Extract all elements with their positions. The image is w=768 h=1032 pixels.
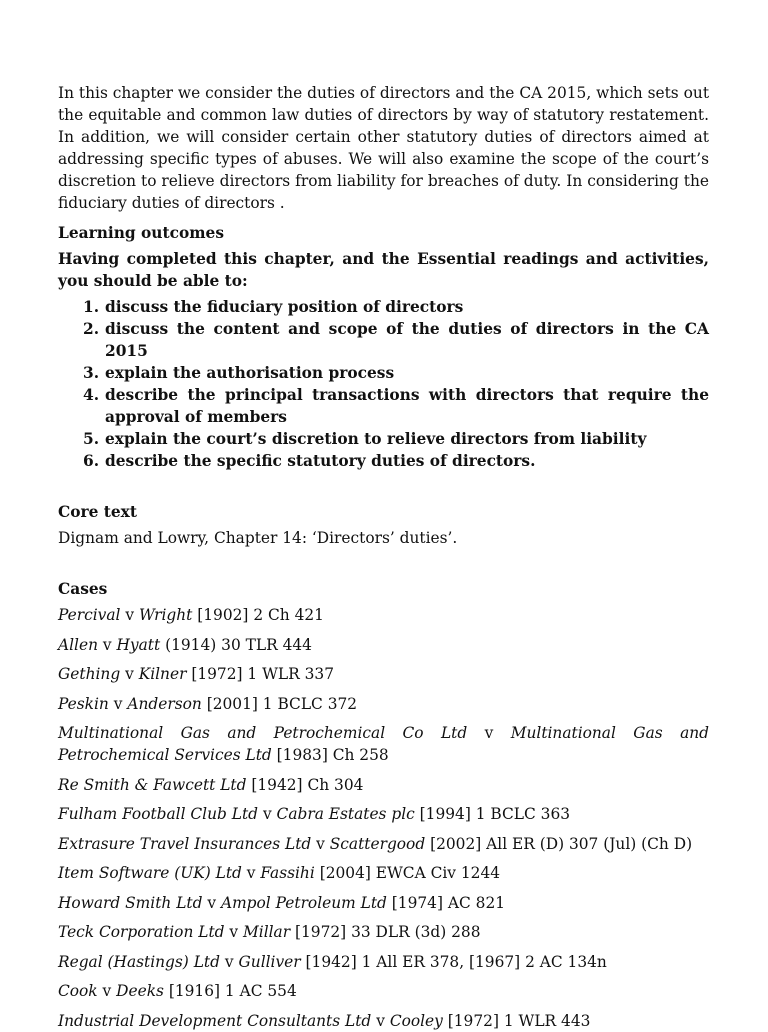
case-versus: v bbox=[484, 724, 494, 742]
list-item bbox=[58, 450, 709, 472]
case-item bbox=[58, 833, 709, 855]
case-party-1: Multinational Gas and Petrochemical Co Ltd bbox=[58, 724, 468, 742]
case-citation: [1983] Ch 258 bbox=[276, 746, 389, 764]
list-number: 3. bbox=[83, 364, 100, 382]
case-citation: [1994] 1 BCLC 363 bbox=[419, 805, 571, 823]
case-party-2: Fassihi bbox=[260, 864, 315, 882]
list-item bbox=[58, 384, 709, 428]
case-versus: v bbox=[113, 694, 123, 713]
cases-list bbox=[58, 604, 709, 1032]
case-item bbox=[58, 663, 709, 685]
list-number: 1. bbox=[83, 298, 100, 316]
case-versus: v bbox=[102, 982, 112, 1000]
list-item bbox=[58, 318, 709, 362]
case-item bbox=[58, 862, 709, 884]
case-versus: v bbox=[224, 952, 234, 971]
intro-paragraph: In this chapter we consider the duties of directors and the CA 2015, which sets out the equitable and common law duties of directors by way of statutory restatement. In addition, we will consider certain other statutory duties of directors aimed at addressing specific types of abuses. We will also examine the scope of the court’s discretion to relieve directors from liability for breaches of duty. In considering the fiduciary duties of directors . bbox=[58, 84, 709, 212]
case-citation: [1972] 33 DLR (3d) 288 bbox=[295, 923, 481, 941]
case-party-1: Howard Smith Ltd bbox=[58, 893, 203, 912]
case-item bbox=[58, 722, 709, 766]
list-item bbox=[58, 428, 709, 450]
list-text: explain the authorisation process bbox=[105, 364, 395, 382]
list-number: 5. bbox=[83, 430, 100, 448]
list-text: explain the court’s discretion to relieve directors from liability bbox=[105, 430, 647, 448]
case-party-2: Anderson bbox=[127, 694, 202, 713]
list-number: 2. bbox=[83, 320, 100, 338]
case-party-2: Cooley bbox=[389, 1011, 443, 1030]
case-citation: (1914) 30 TLR 444 bbox=[165, 635, 312, 654]
list-text: describe the specific statutory duties of directors. bbox=[105, 452, 536, 470]
case-item bbox=[58, 892, 709, 914]
case-citation: [1972] 1 WLR 337 bbox=[191, 665, 334, 683]
case-party-1: Peskin bbox=[58, 694, 109, 713]
case-party-2: Kilner bbox=[138, 665, 187, 683]
case-party-2: Wright bbox=[138, 606, 193, 624]
case-party-1: Teck Corporation Ltd bbox=[58, 923, 225, 941]
case-versus: v bbox=[376, 1011, 385, 1030]
case-citation: [1942] Ch 304 bbox=[251, 775, 364, 794]
cases-heading: Cases bbox=[58, 580, 108, 598]
case-party-2: Hyatt bbox=[116, 635, 161, 654]
list-number: 6. bbox=[83, 452, 100, 470]
case-party-1: Allen bbox=[58, 635, 98, 654]
case-versus: v bbox=[125, 665, 134, 683]
case-versus: v bbox=[207, 893, 217, 912]
case-versus: v bbox=[246, 864, 256, 882]
case-party-2: Cabra Estates plc bbox=[276, 805, 415, 823]
case-party-1: Re Smith & Fawcett Ltd bbox=[58, 775, 247, 794]
case-citation: [2001] 1 BCLC 372 bbox=[206, 694, 358, 713]
case-item bbox=[58, 1010, 709, 1032]
case-party-2: Deeks bbox=[116, 982, 164, 1000]
learning-outcomes-list bbox=[58, 296, 709, 472]
list-text: describe the principal transactions with directors that require the approval of members bbox=[105, 386, 709, 426]
list-text: discuss the content and scope of the duties of directors in the CA 2015 bbox=[105, 320, 709, 360]
case-item bbox=[58, 774, 709, 796]
list-item bbox=[58, 296, 709, 318]
case-party-1: Fulham Football Club Ltd bbox=[58, 805, 259, 823]
case-versus: v bbox=[262, 805, 272, 823]
case-citation: [1942] 1 All ER 378, [1967] 2 AC 134n bbox=[305, 952, 607, 971]
case-party-1: Industrial Development Consultants Ltd bbox=[58, 1011, 372, 1030]
case-party-2: Ampol Petroleum Ltd bbox=[220, 893, 387, 912]
case-item bbox=[58, 693, 709, 715]
case-item bbox=[58, 803, 709, 825]
case-citation: [1972] 1 WLR 443 bbox=[447, 1011, 591, 1030]
case-item bbox=[58, 951, 709, 973]
case-versus: v bbox=[316, 834, 325, 853]
case-citation: [1902] 2 Ch 421 bbox=[197, 606, 324, 624]
learning-outcomes-heading: Learning outcomes bbox=[58, 224, 224, 242]
list-text: discuss the fiduciary position of directors bbox=[105, 298, 464, 316]
core-text-reference: Dignam and Lowry, Chapter 14: ‘Directors’ duties’. bbox=[58, 529, 458, 547]
case-versus: v bbox=[102, 635, 112, 654]
case-party-1: Cook bbox=[58, 982, 98, 1000]
case-citation: [1916] 1 AC 554 bbox=[168, 982, 297, 1000]
list-item bbox=[58, 362, 709, 384]
case-citation: [2002] All ER (D) 307 (Jul) (Ch D) bbox=[430, 834, 693, 853]
case-party-1: Percival bbox=[58, 606, 121, 624]
case-versus: v bbox=[229, 923, 239, 941]
case-item bbox=[58, 634, 709, 656]
case-party-1: Extrasure Travel Insurances Ltd bbox=[58, 834, 312, 853]
case-party-2: Gulliver bbox=[238, 952, 301, 971]
case-party-2: Multinational Gas and Petrochemical Services Ltd bbox=[58, 724, 710, 764]
case-party-1: Item Software (UK) Ltd bbox=[58, 864, 242, 882]
list-number: 4. bbox=[83, 386, 100, 404]
case-item bbox=[58, 921, 709, 943]
case-party-1: Regal (Hastings) Ltd bbox=[58, 952, 220, 971]
case-party-2: Scattergood bbox=[329, 834, 426, 853]
page-content bbox=[58, 82, 709, 1032]
core-text-heading: Core text bbox=[58, 503, 137, 521]
case-item bbox=[58, 604, 709, 626]
case-citation: [1974] AC 821 bbox=[391, 893, 506, 912]
case-versus: v bbox=[125, 606, 135, 624]
case-party-2: Millar bbox=[243, 923, 291, 941]
learning-outcomes-lead: Having completed this chapter, and the Essential readings and activities, you should be able to: bbox=[58, 250, 709, 290]
case-party-1: Gething bbox=[58, 665, 121, 683]
case-item bbox=[58, 980, 709, 1002]
case-citation: [2004] EWCA Civ 1244 bbox=[319, 864, 501, 882]
